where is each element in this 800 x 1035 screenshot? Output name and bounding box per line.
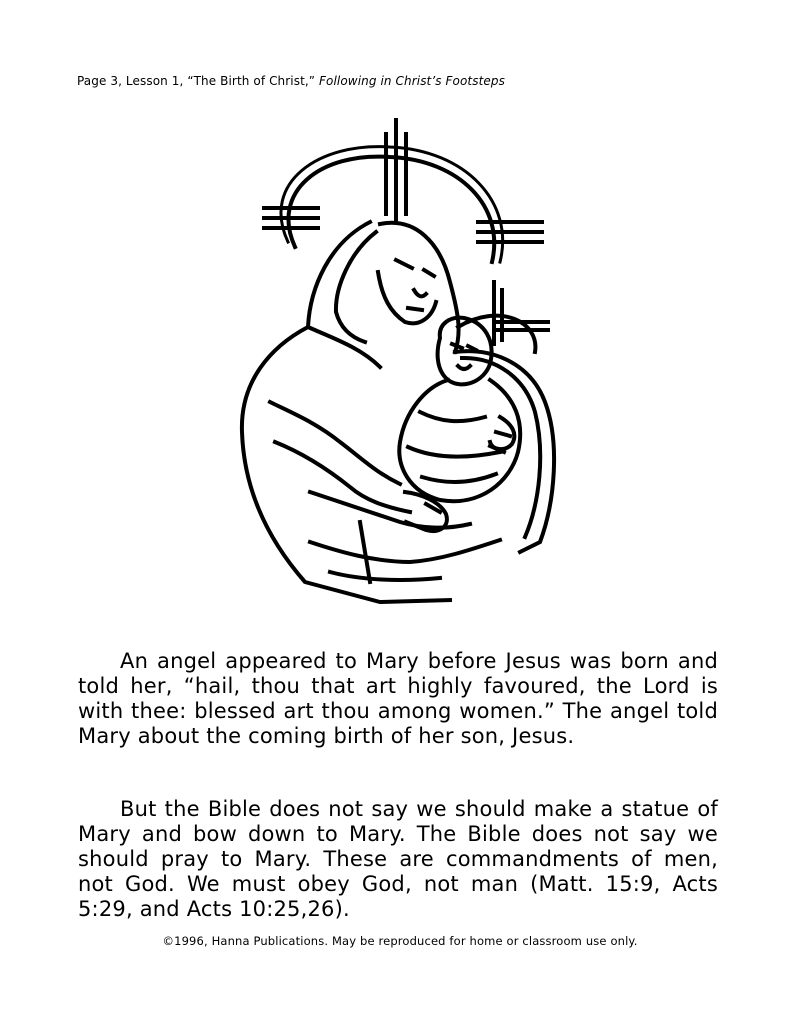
header-lesson-label: Page 3, Lesson 1, “The Birth of Christ,”: [77, 74, 316, 88]
page-header: [77, 74, 505, 88]
paragraph-bible-text: But the Bible does not say we should make a statue of Mary and bow down to Mary. The Bible does not say we should pray to Mary. These are commandments of men, not God. We must obey God, not man (Matt. 15:9, Acts 5:29, and Acts 10:25,26).: [78, 797, 718, 921]
copyright-footer: ©1996, Hanna Publications. May be reproduced for home or classroom use only.: [162, 934, 638, 948]
madonna-and-child-icon: [200, 112, 600, 612]
paragraph-angel-text: An angel appeared to Mary before Jesus was born and told her, “hail, thou that art highly favoured, the Lord is with thee: blessed art thou among women.” The angel told Mary about the coming birth of her son, Jesus.: [78, 649, 718, 748]
paragraph-angel: [78, 649, 718, 749]
paragraph-bible: [78, 797, 718, 922]
header-book-title: Following in Christ’s Footsteps: [319, 74, 505, 88]
